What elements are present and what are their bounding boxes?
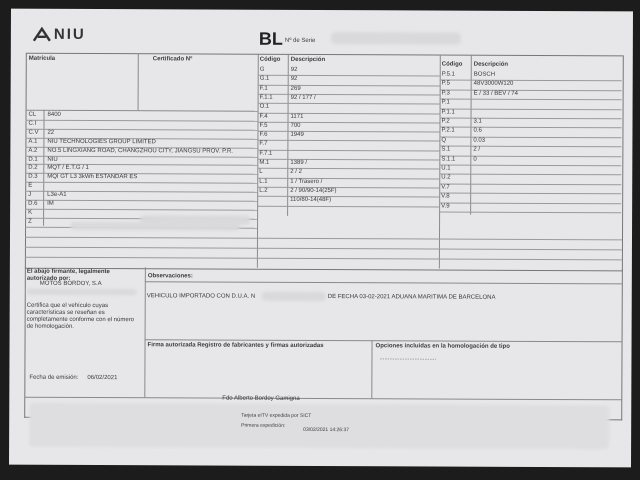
field-code: C.V [28,129,39,136]
field-code: C.I [28,120,37,127]
descripcion-header-right: Descripción [473,61,509,68]
field-code: P.2 [441,118,450,125]
field-value: 48V3000W120 [473,81,514,88]
field-value: 1389 / [290,159,308,166]
certify-text: Certifica que el vehículo cuyas características se reseñan es completamente conforme con el número de homologación. [26,302,135,330]
field-code: M.1 [259,159,270,166]
firma-label: Firma autorizada Registro de fabricantes y firmas autorizadas [147,342,324,350]
opciones-dots: .................................. [379,355,437,362]
signer-title: El abajo firmante, legalmente autorizado por: [26,268,110,282]
certificado-label: Certificado Nº [152,56,193,63]
field-value: L3e-A1 [47,191,67,198]
field-value: 92 / 177 / [290,94,316,101]
field-code: P.3 [441,90,450,97]
field-value: 0 [473,156,477,163]
field-code: Z [28,218,32,225]
field-value: 700 [290,122,301,129]
field-code: F.7 [259,141,268,148]
brand-name: NIU [53,25,86,43]
field-code: A.1 [28,138,38,145]
field-value: 8400 [47,111,61,118]
field-value: 2 / [473,146,481,153]
codigo-header-mid: Código [259,56,281,63]
field-code: G [259,66,265,73]
field-value: 2 / 90/90-14(25F) [290,187,337,194]
field-code: A.2 [28,147,38,154]
codigo-header-right: Código [441,61,463,68]
field-value: E / 33 / BEV / 74 [473,90,519,97]
field-code: D.2 [28,165,38,172]
primera-value: 03/02/2021 14:26:37 [303,426,350,434]
field-code: G.1 [259,76,270,83]
signer-company: MOTOS BORDOY, S.A [39,280,102,288]
field-value: 1171 [290,113,304,120]
field-value: 22 [47,129,55,136]
matricula-label: Matrícula [28,55,56,62]
field-value: IM [47,200,54,207]
field-value: NIU TECHNOLOGIES GROUP LIMITED [47,138,156,145]
field-value: 0.6 [473,128,482,135]
field-code: D.1 [28,156,38,163]
field-code: K [28,209,33,216]
field-code: J [28,191,32,198]
field-code: F.7.1 [259,150,273,157]
field-code: U.1 [441,165,451,172]
field-value: 3.1 [473,118,482,125]
field-code: F.1.1 [259,94,273,101]
serie-label: Nº de Serie [284,37,316,44]
fdo-signature: Fdo Alberto Bordoy Gamigna [222,395,300,402]
field-value: NIU [47,156,58,163]
field-code: F.1 [259,85,268,92]
field-code: P.1 [441,99,450,106]
observaciones-text-b: DE FECHA 03-02-2021 ADUANA MARITIMA DE BARCELONA [327,294,496,301]
field-value: 2 / 2 [290,169,302,176]
field-code: F.4 [259,113,268,120]
field-value: 1949 [290,131,304,139]
fecha-label: Fecha de emisión: [29,374,79,381]
field-value: 1 / Trasero / [290,178,323,185]
itv-card-document [9,9,633,468]
field-value: MQI GT L3 3kWh ESTANDAR ES [47,174,138,181]
opciones-label: Opciones incluidas en la homologación de tipo [375,343,510,350]
field-code: E [28,182,33,189]
field-code: U.2 [441,174,451,181]
field-code: L.2 [259,187,268,194]
field-value: 0.03 [473,137,486,144]
field-value: BOSCH [473,71,496,78]
field-code: L.1 [259,178,268,185]
field-value: MQT / E.T.G / 1 [47,165,89,172]
field-code: P.2.1 [441,127,455,134]
fecha-value: 06/02/2021 [87,374,118,382]
field-code: P.5 [441,80,450,87]
field-code: D.6 [28,200,38,207]
field-value: NO.5 LINGXIANG ROAD, CHANGZHOU CITY, JIANGSU PROV. P.R. [47,147,234,155]
field-code: P.1.1 [441,109,455,116]
bl-title: BL [258,28,283,49]
field-code: D.3 [28,174,38,181]
field-code: S.1.1 [441,156,456,163]
observaciones-text-a: VEHICULO IMPORTADO CON D.U.A. N [146,293,256,300]
field-value: 269 [290,85,301,92]
tarjeta-text: Tarjeta eITV expedida por SICT [241,412,312,419]
field-value: 92 [290,76,298,83]
field-code: V.7 [441,184,450,191]
field-code: V.9 [441,203,450,210]
field-code: F.6 [259,131,268,138]
field-code: O.1 [259,103,270,110]
field-value: 92 [290,66,298,73]
niu-logo [33,26,97,44]
field-value: 110/80-14(48F) [290,197,332,204]
primera-label: Primera expedición: [241,422,286,429]
field-code: CL [28,111,37,118]
descripcion-header-mid: Descripción [290,56,326,64]
field-code: V.8 [441,193,450,200]
field-code: Q [441,137,447,144]
field-code: L [259,169,263,176]
observaciones-label: Observaciones: [147,273,193,280]
field-code: F.5 [259,122,268,129]
field-code: P.5.1 [441,71,455,78]
field-code: S.1 [441,146,451,153]
